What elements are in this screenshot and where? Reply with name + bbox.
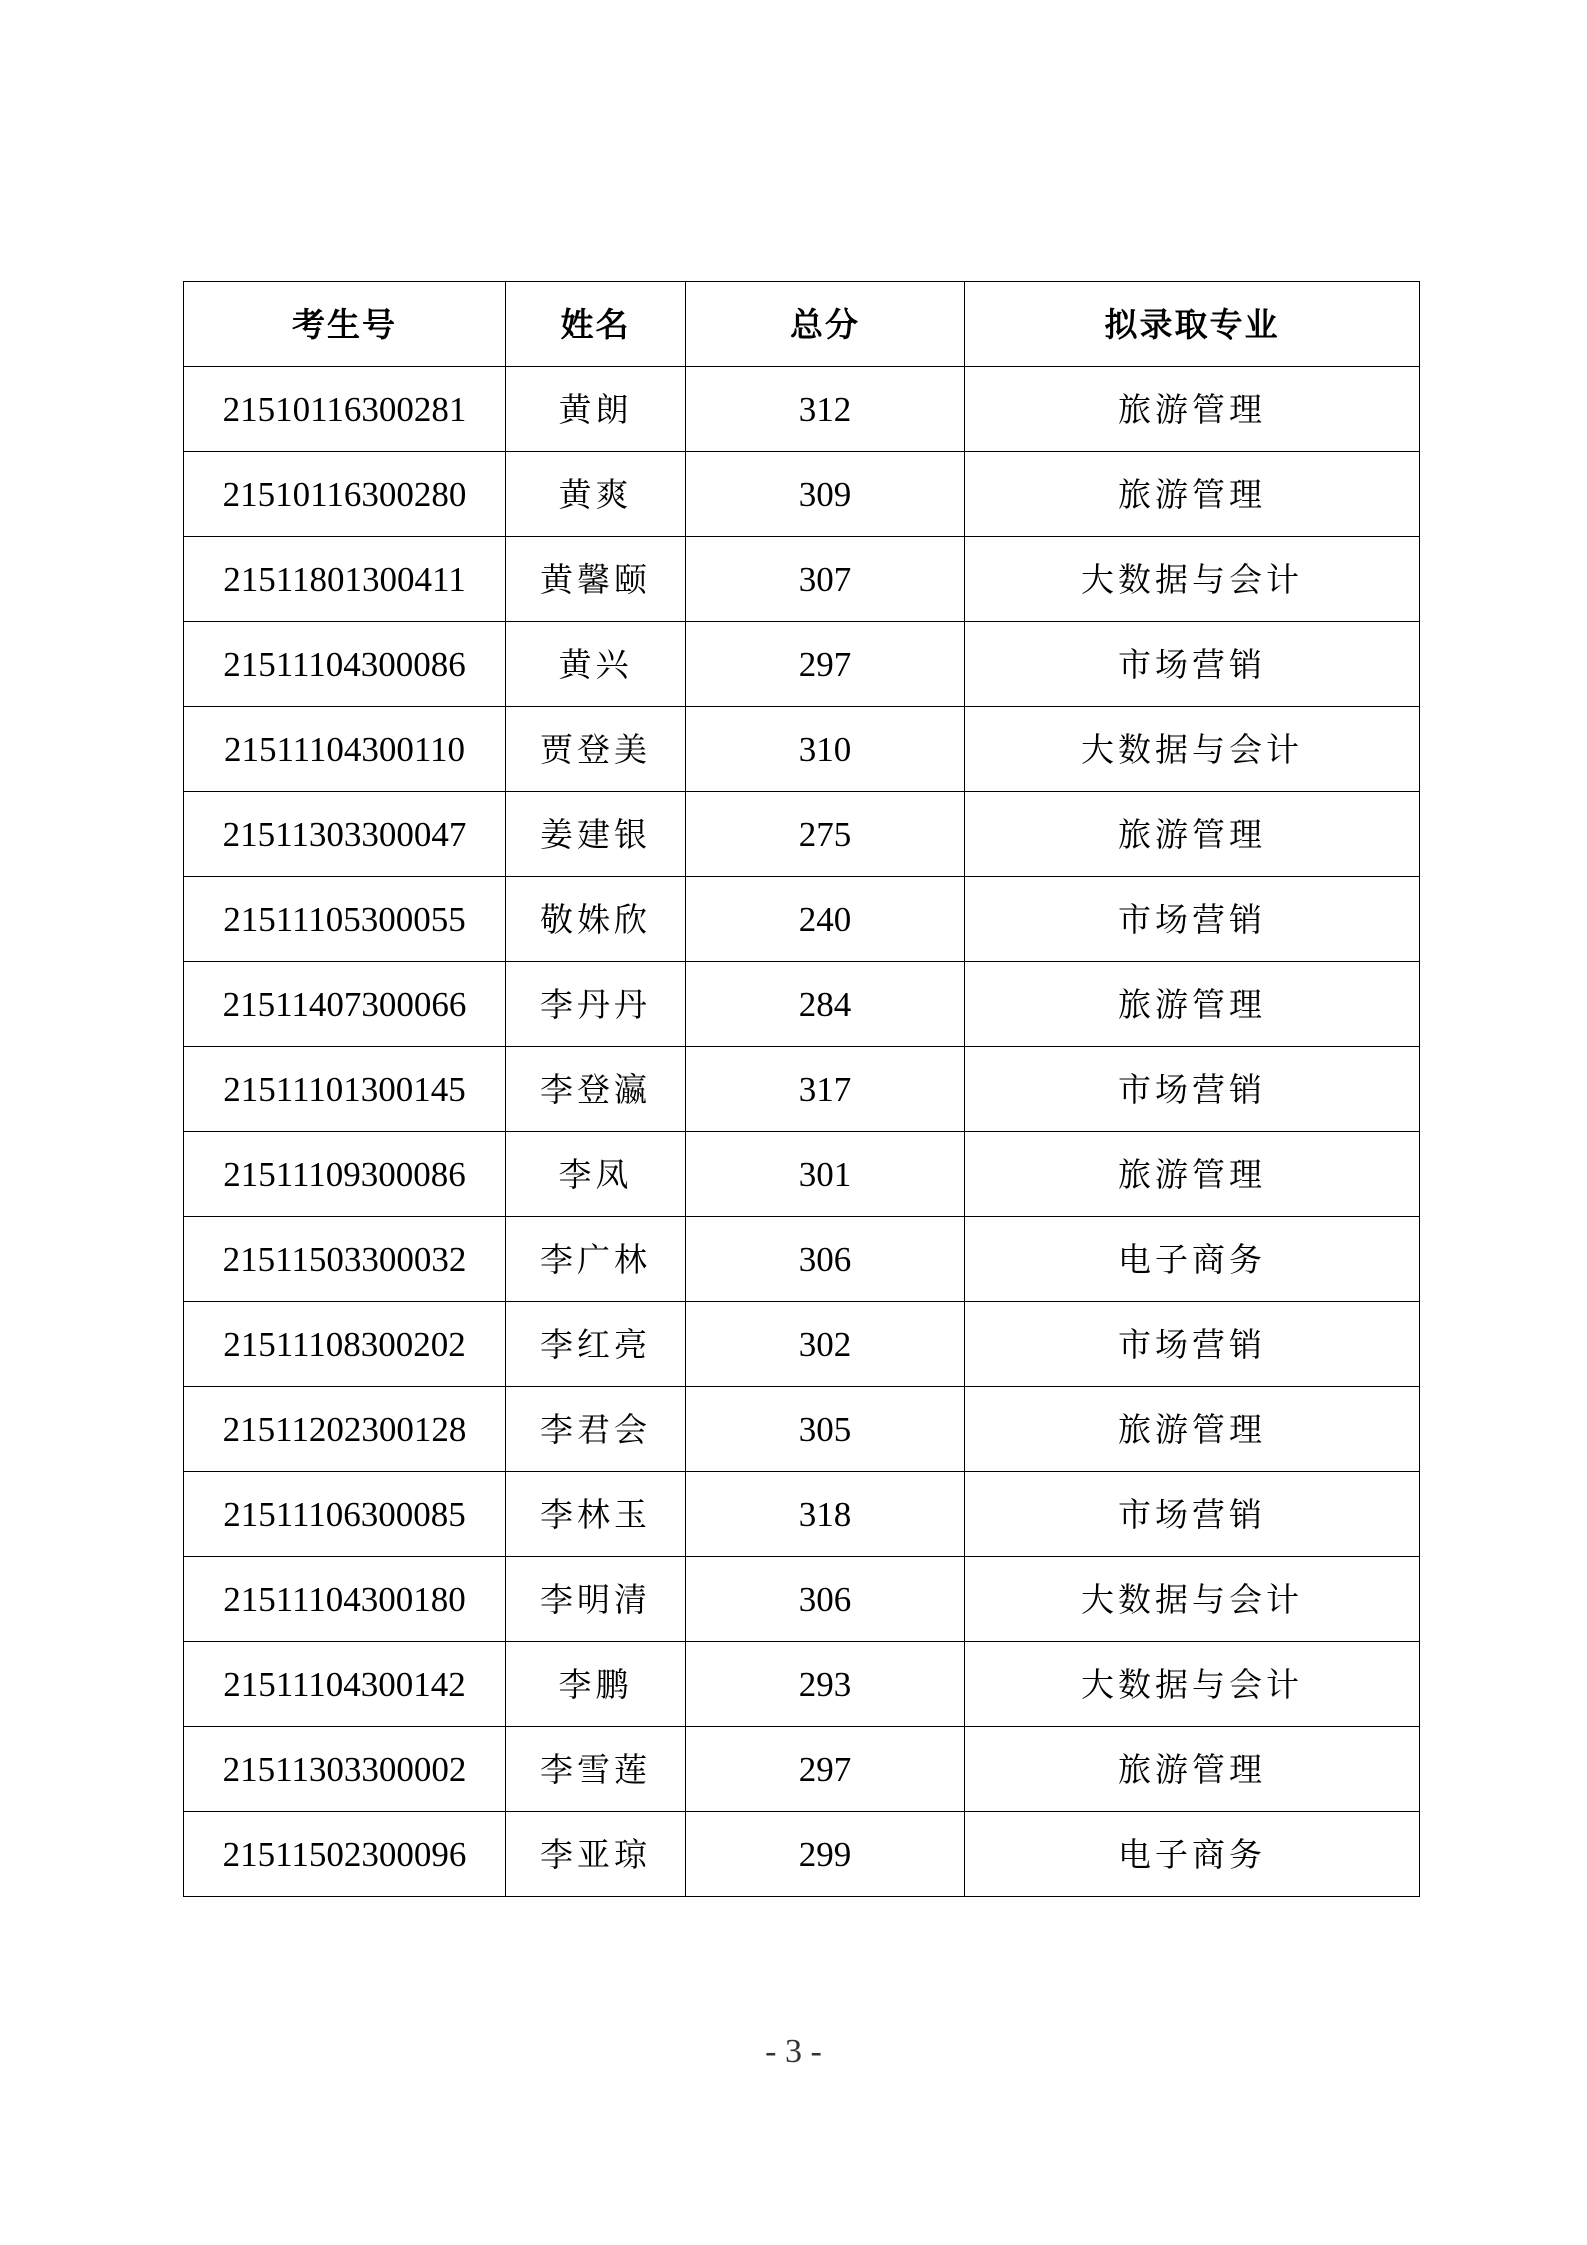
major-cell: 旅游管理 xyxy=(965,1132,1420,1217)
name-cell: 李君会 xyxy=(506,1387,686,1472)
table-row xyxy=(184,1727,1420,1812)
name-cell: 李凤 xyxy=(506,1132,686,1217)
major-cell: 旅游管理 xyxy=(965,1727,1420,1812)
score-cell: 307 xyxy=(686,537,965,622)
header-name: 姓名 xyxy=(506,282,686,367)
exam-id-cell: 21511104300110 xyxy=(184,707,506,792)
exam-id-cell: 21510116300280 xyxy=(184,452,506,537)
table-row xyxy=(184,1812,1420,1897)
table-row xyxy=(184,962,1420,1047)
exam-id-cell: 21511303300047 xyxy=(184,792,506,877)
exam-id-cell: 21511108300202 xyxy=(184,1302,506,1387)
table-row xyxy=(184,792,1420,877)
exam-id-cell: 21511109300086 xyxy=(184,1132,506,1217)
score-cell: 306 xyxy=(686,1557,965,1642)
header-exam-id: 考生号 xyxy=(184,282,506,367)
admission-table xyxy=(183,281,1420,1897)
score-cell: 318 xyxy=(686,1472,965,1557)
table-row xyxy=(184,1047,1420,1132)
name-cell: 李林玉 xyxy=(506,1472,686,1557)
name-cell: 李明清 xyxy=(506,1557,686,1642)
header-score: 总分 xyxy=(686,282,965,367)
name-cell: 李红亮 xyxy=(506,1302,686,1387)
score-cell: 297 xyxy=(686,1727,965,1812)
exam-id-cell: 21511202300128 xyxy=(184,1387,506,1472)
score-cell: 309 xyxy=(686,452,965,537)
score-cell: 312 xyxy=(686,367,965,452)
exam-id-cell: 21511503300032 xyxy=(184,1217,506,1302)
major-cell: 大数据与会计 xyxy=(965,1557,1420,1642)
table-row xyxy=(184,1642,1420,1727)
table-row xyxy=(184,1217,1420,1302)
exam-id-cell: 21511104300086 xyxy=(184,622,506,707)
major-cell: 旅游管理 xyxy=(965,452,1420,537)
major-cell: 旅游管理 xyxy=(965,367,1420,452)
page-number: - 3 - xyxy=(765,2033,822,2070)
exam-id-cell: 21511502300096 xyxy=(184,1812,506,1897)
exam-id-cell: 21511104300180 xyxy=(184,1557,506,1642)
table-row xyxy=(184,877,1420,962)
score-cell: 302 xyxy=(686,1302,965,1387)
score-cell: 306 xyxy=(686,1217,965,1302)
major-cell: 电子商务 xyxy=(965,1217,1420,1302)
name-cell: 敬姝欣 xyxy=(506,877,686,962)
exam-id-cell: 21511407300066 xyxy=(184,962,506,1047)
table-body xyxy=(184,367,1420,1897)
score-cell: 284 xyxy=(686,962,965,1047)
major-cell: 大数据与会计 xyxy=(965,537,1420,622)
major-cell: 旅游管理 xyxy=(965,962,1420,1047)
name-cell: 黄兴 xyxy=(506,622,686,707)
score-cell: 317 xyxy=(686,1047,965,1132)
table-row xyxy=(184,452,1420,537)
major-cell: 旅游管理 xyxy=(965,792,1420,877)
table-row xyxy=(184,1472,1420,1557)
exam-id-cell: 21511303300002 xyxy=(184,1727,506,1812)
header-major: 拟录取专业 xyxy=(965,282,1420,367)
score-cell: 310 xyxy=(686,707,965,792)
exam-id-cell: 21511801300411 xyxy=(184,537,506,622)
name-cell: 李鹏 xyxy=(506,1642,686,1727)
name-cell: 李广林 xyxy=(506,1217,686,1302)
major-cell: 旅游管理 xyxy=(965,1387,1420,1472)
table-row xyxy=(184,622,1420,707)
exam-id-cell: 21510116300281 xyxy=(184,367,506,452)
name-cell: 黄爽 xyxy=(506,452,686,537)
table-row xyxy=(184,1132,1420,1217)
name-cell: 贾登美 xyxy=(506,707,686,792)
exam-id-cell: 21511106300085 xyxy=(184,1472,506,1557)
major-cell: 市场营销 xyxy=(965,1472,1420,1557)
table-row xyxy=(184,1302,1420,1387)
score-cell: 240 xyxy=(686,877,965,962)
exam-id-cell: 21511105300055 xyxy=(184,877,506,962)
table-row xyxy=(184,367,1420,452)
exam-id-cell: 21511104300142 xyxy=(184,1642,506,1727)
name-cell: 李丹丹 xyxy=(506,962,686,1047)
major-cell: 大数据与会计 xyxy=(965,707,1420,792)
major-cell: 市场营销 xyxy=(965,1302,1420,1387)
table-row xyxy=(184,537,1420,622)
score-cell: 299 xyxy=(686,1812,965,1897)
score-cell: 301 xyxy=(686,1132,965,1217)
name-cell: 李登瀛 xyxy=(506,1047,686,1132)
score-cell: 293 xyxy=(686,1642,965,1727)
table-row xyxy=(184,707,1420,792)
major-cell: 市场营销 xyxy=(965,877,1420,962)
major-cell: 市场营销 xyxy=(965,1047,1420,1132)
major-cell: 电子商务 xyxy=(965,1812,1420,1897)
table-header-row xyxy=(184,282,1420,367)
score-cell: 297 xyxy=(686,622,965,707)
table-row xyxy=(184,1387,1420,1472)
score-cell: 275 xyxy=(686,792,965,877)
exam-id-cell: 21511101300145 xyxy=(184,1047,506,1132)
score-cell: 305 xyxy=(686,1387,965,1472)
major-cell: 市场营销 xyxy=(965,622,1420,707)
name-cell: 李雪莲 xyxy=(506,1727,686,1812)
major-cell: 大数据与会计 xyxy=(965,1642,1420,1727)
name-cell: 姜建银 xyxy=(506,792,686,877)
name-cell: 黄馨颐 xyxy=(506,537,686,622)
table-row xyxy=(184,1557,1420,1642)
name-cell: 黄朗 xyxy=(506,367,686,452)
name-cell: 李亚琼 xyxy=(506,1812,686,1897)
